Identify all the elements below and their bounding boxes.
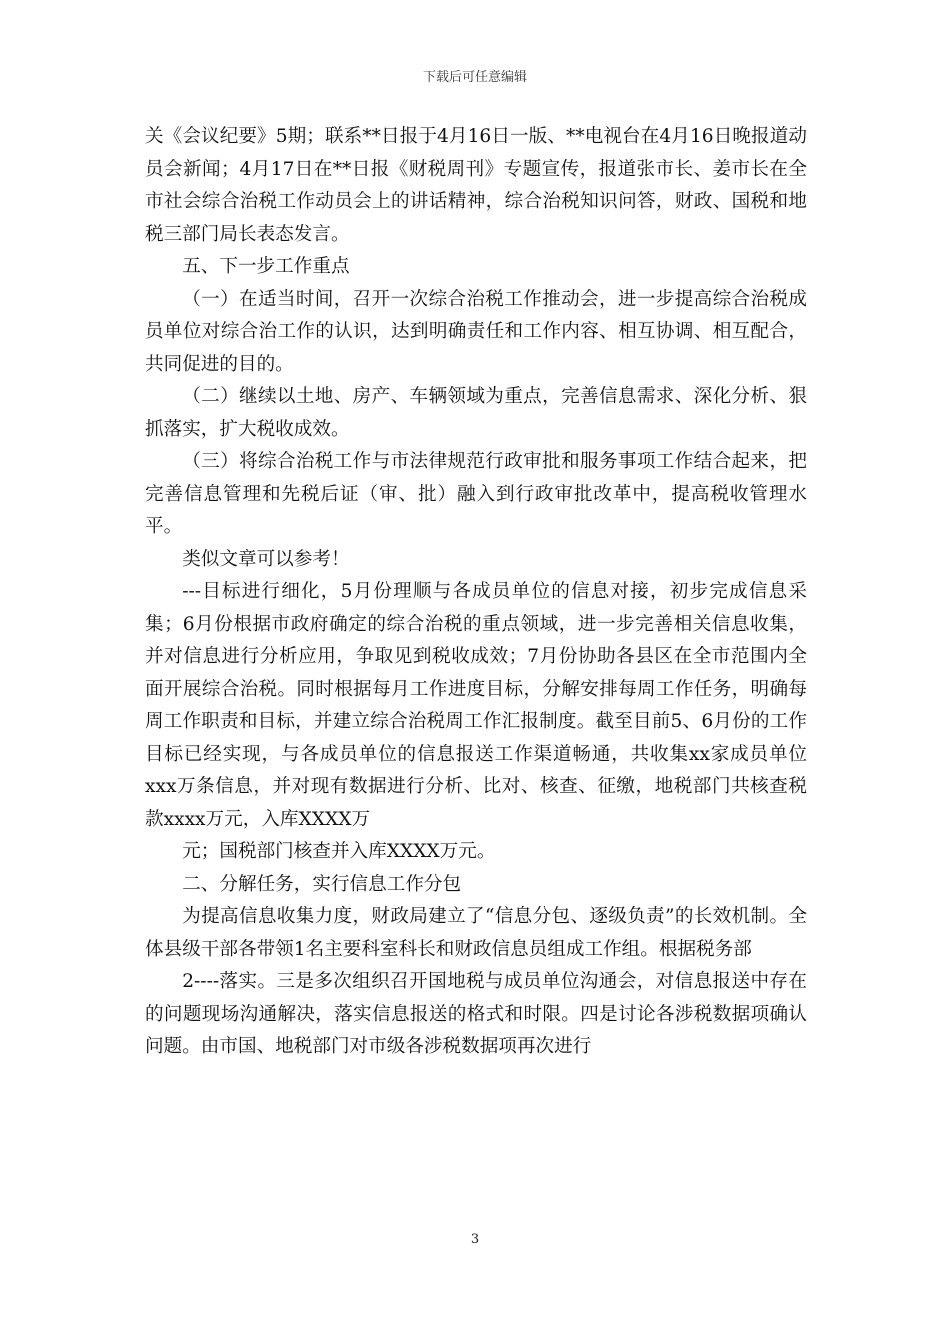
reference-note: 类似文章可以参考！: [182, 548, 350, 570]
paragraph-mechanism: 为提高信息收集力度，财政局建立了“信息分包、逐级负责”的长效机制。全体县级干部各带领1名主要科室科长和财政信息员组成工作组。根据税务部: [145, 906, 807, 960]
paragraph-item-2: （二）继续以土地、房产、车辆领域为重点，完善信息需求、深化分析、狠抓落实，扩大税收成效。: [145, 386, 807, 440]
section-heading-5: 五、下一步工作重点: [182, 256, 350, 277]
paragraph-targets: ---目标进行细化，5月份理顺与各成员单位的信息对接，初步完成信息采集；6月份根据市政府确定的综合治税的重点领域，进一步完善相关信息收集，并对信息进行分析应用，争取见到税收成效；7月份协助各县区在全市范围内全面开展综合治税。同时根据每月工作进度目标，分解安排每周工作任务，明确每周工作职责和目标，并建立综合治税周工作汇报制度。截至目前5、6月份的工作目标已经实现，与各成员单位的信息报送工作渠道畅通，共收集xx家成员单位xxx万条信息，并对现有数据进行分析、比对、核查、征缴，地税部门共核查税款xxxx万元，入库XXXX万: [145, 581, 807, 830]
page-header: 下载后可任意编辑: [422, 70, 527, 85]
page-number: 3: [470, 1232, 480, 1247]
paragraph-1: 关《会议纪要》5期；联系**日报于4月16日一版、**电视台在4月16日晚报道动员会新闻；4月17日在**日报《财税周刊》专题宣传，报道张市长、姜市长在全市社会综合治税工作动员会上的讲话精神，综合治税知识问答，财政、国税和地税三部门局长表态发言。: [145, 126, 807, 245]
paragraph-implementation: 2----落实。三是多次组织召开国地税与成员单位沟通会，对信息报送中存在的问题现场沟通解决，落实信息报送的格式和时限。四是讨论各涉税数据项确认问题。由市国、地税部门对市级各涉税数据项再次进行: [145, 971, 807, 1057]
section-heading-2: 二、分解任务，实行信息工作分包: [182, 873, 462, 895]
paragraph-national-tax: 元；国税部门核查并入库XXXX万元。: [182, 841, 496, 862]
document-body: [145, 121, 807, 1064]
paragraph-item-1: （一）在适当时间，召开一次综合治税工作推动会，进一步提高综合治税成员单位对综合治工作的认识，达到明确责任和工作内容、相互协调、相互配合，共同促进的目的。: [145, 288, 807, 375]
paragraph-item-3: （三）将综合治税工作与市法律规范行政审批和服务事项工作结合起来，把完善信息管理和先税后证（审、批）融入到行政审批改革中，提高税收管理水平。: [145, 451, 807, 537]
